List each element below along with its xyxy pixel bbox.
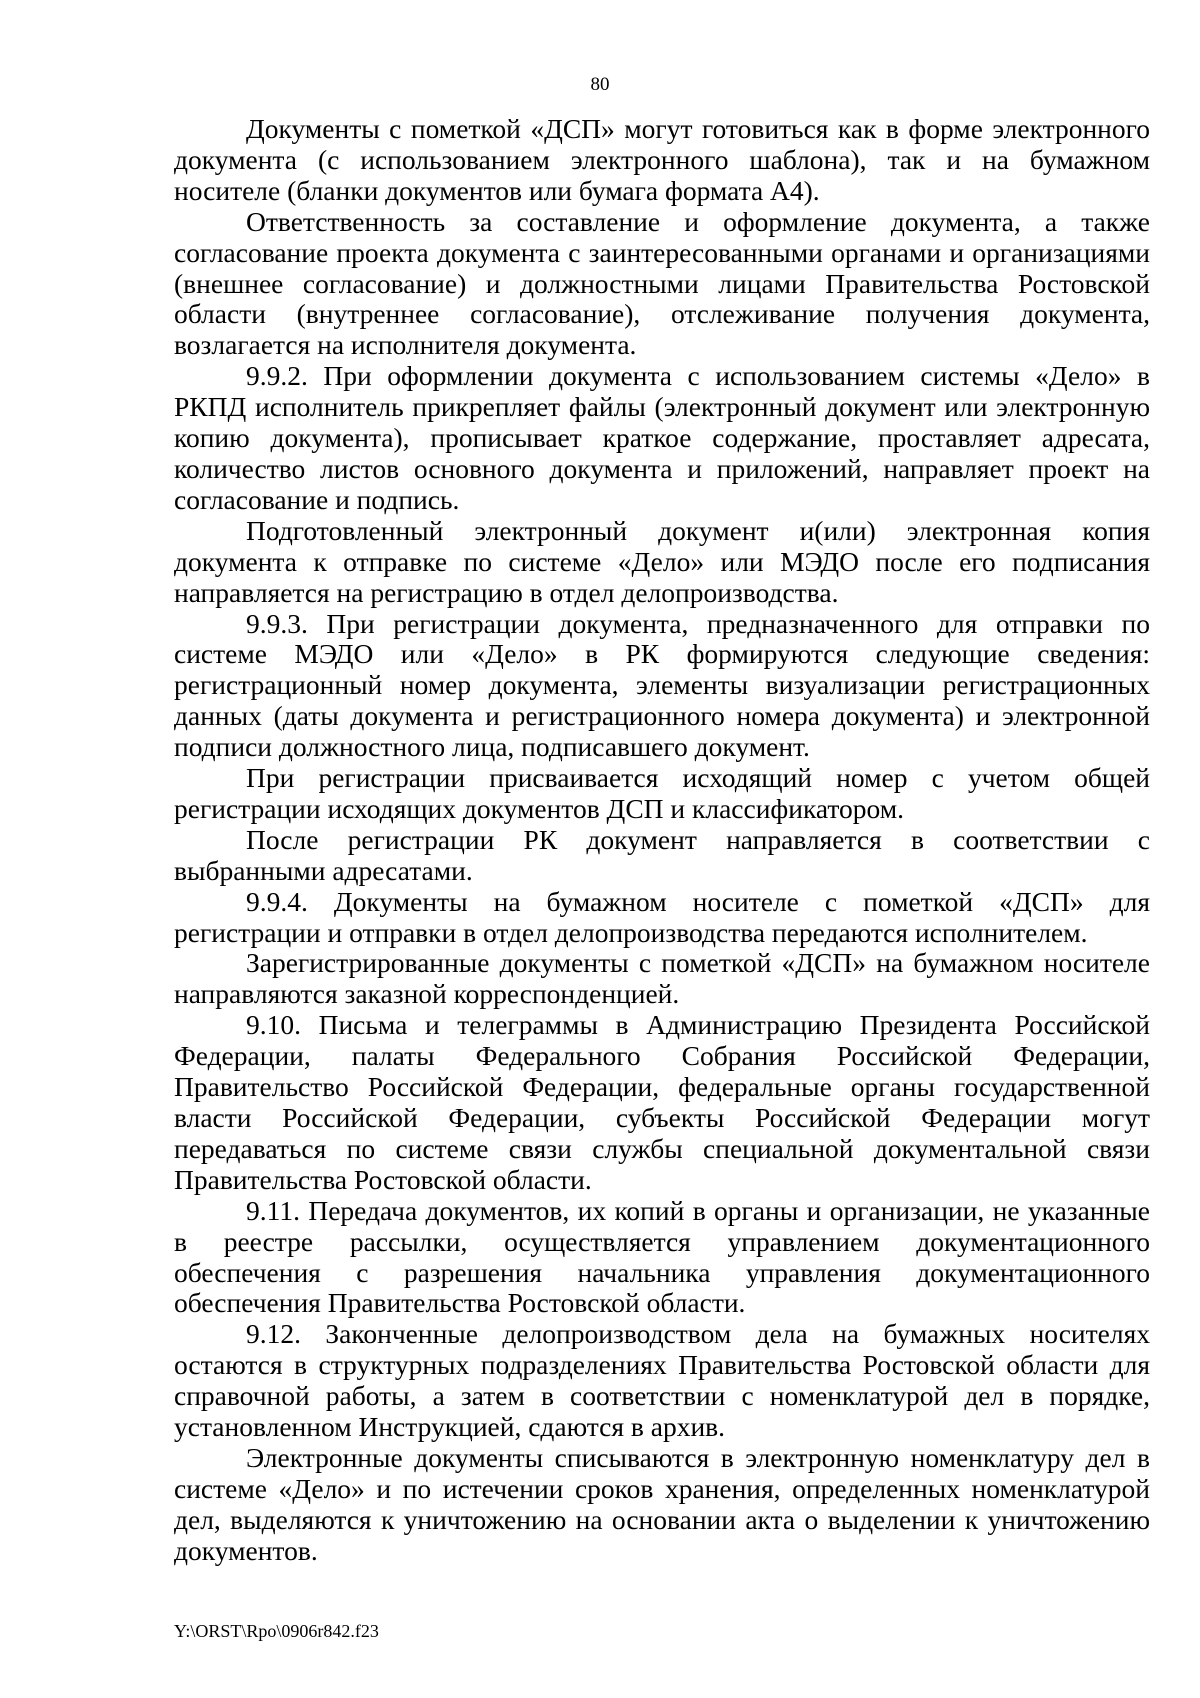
document-body [174, 114, 1150, 1567]
footer-file-path: Y:\ORST\Rpo\0906r842.f23 [174, 1621, 379, 1641]
paragraph-9-12: 9.12. Законченные делопроизводством дела на бумажных носителях остаются в структурных подразделениях Правительства Ростовской области для справочной работы, а затем в соответствии с номенклатурой дел в порядке, установленном Инструкцией, сдаются в архив. [174, 1318, 1150, 1443]
paragraph-9-9-3: 9.9.3. При регистрации документа, предназначенного для отправки по системе МЭДО или «Дело» в РК формируются следующие сведения: регистрационный номер документа, элементы визуализации регистрационных данных (даты документа и регистрационного номера документа) и электронной подписи должностного лица, подписавшего документ. [174, 607, 1150, 763]
paragraph-after-registration: После регистрации РК документ направляется в соответствии с выбранными адресатами. [174, 823, 1150, 886]
paragraph-dsp-forms: Документы с пометкой «ДСП» могут готовиться как в форме электронного документа (с использованием электронного шаблона), так и на бумажном носителе (бланки документов или бумага формата А4). [174, 113, 1150, 206]
paragraph-9-11: 9.11. Передача документов, их копий в органы и организации, не указанные в реестре рассылки, осуществляется управлением документационного обеспечения с разрешения начальника управления документационного обеспечения Правительства Ростовской области. [174, 1194, 1150, 1319]
page-number: 80 [590, 74, 610, 95]
paragraph-9-10: 9.10. Письма и телеграммы в Администрацию Президента Российской Федерации, палаты Федерального Собрания Российской Федерации, Правительство Российской Федерации, федеральные органы государственной власти Российской Федерации, субъекты Российской Федерации могут передаваться по системе связи службы специальной документальной связи Правительства Ростовской области. [174, 1009, 1150, 1195]
paragraph-electronic-documents: Электронные документы списываются в электронную номенклатуру дел в системе «Дело» и по истечении сроков хранения, определенных номенклатурой дел, выделяются к уничтожению на основании акта о выделении к уничтожению документов. [174, 1441, 1150, 1566]
paragraph-registered-documents: Зарегистрированные документы с пометкой «ДСП» на бумажном носителе направляются заказной корреспонденцией. [174, 947, 1150, 1010]
paragraph-9-9-2: 9.9.2. При оформлении документа с использованием системы «Дело» в РКПД исполнитель прикрепляет файлы (электронный документ или электронную копию документа), прописывает краткое содержание, проставляет адресата, количество листов основного документа и приложений, направляет проект на согласование и подпись. [174, 360, 1150, 515]
paragraph-registration-number: При регистрации присваивается исходящий номер с учетом общей регистрации исходящих документов ДСП и классификатором. [174, 762, 1150, 824]
paragraph-9-9-4: 9.9.4. Документы на бумажном носителе с пометкой «ДСП» для регистрации и отправки в отдел делопроизводства передаются исполнителем. [174, 885, 1150, 948]
paragraph-responsibility: Ответственность за составление и оформление документа, а также согласование проекта документа с заинтересованными органами и организациями (внешнее согласование) и должностными лицами Правительства Ростовской области (внутреннее согласование), отслеживание получения документа, возлагается на исполнителя документа. [174, 205, 1150, 361]
paragraph-prepared-document: Подготовленный электронный документ и(или) электронная копия документа к отправке по системе «Дело» или МЭДО после его подписания направляется на регистрацию в отдел делопроизводства. [174, 514, 1150, 608]
